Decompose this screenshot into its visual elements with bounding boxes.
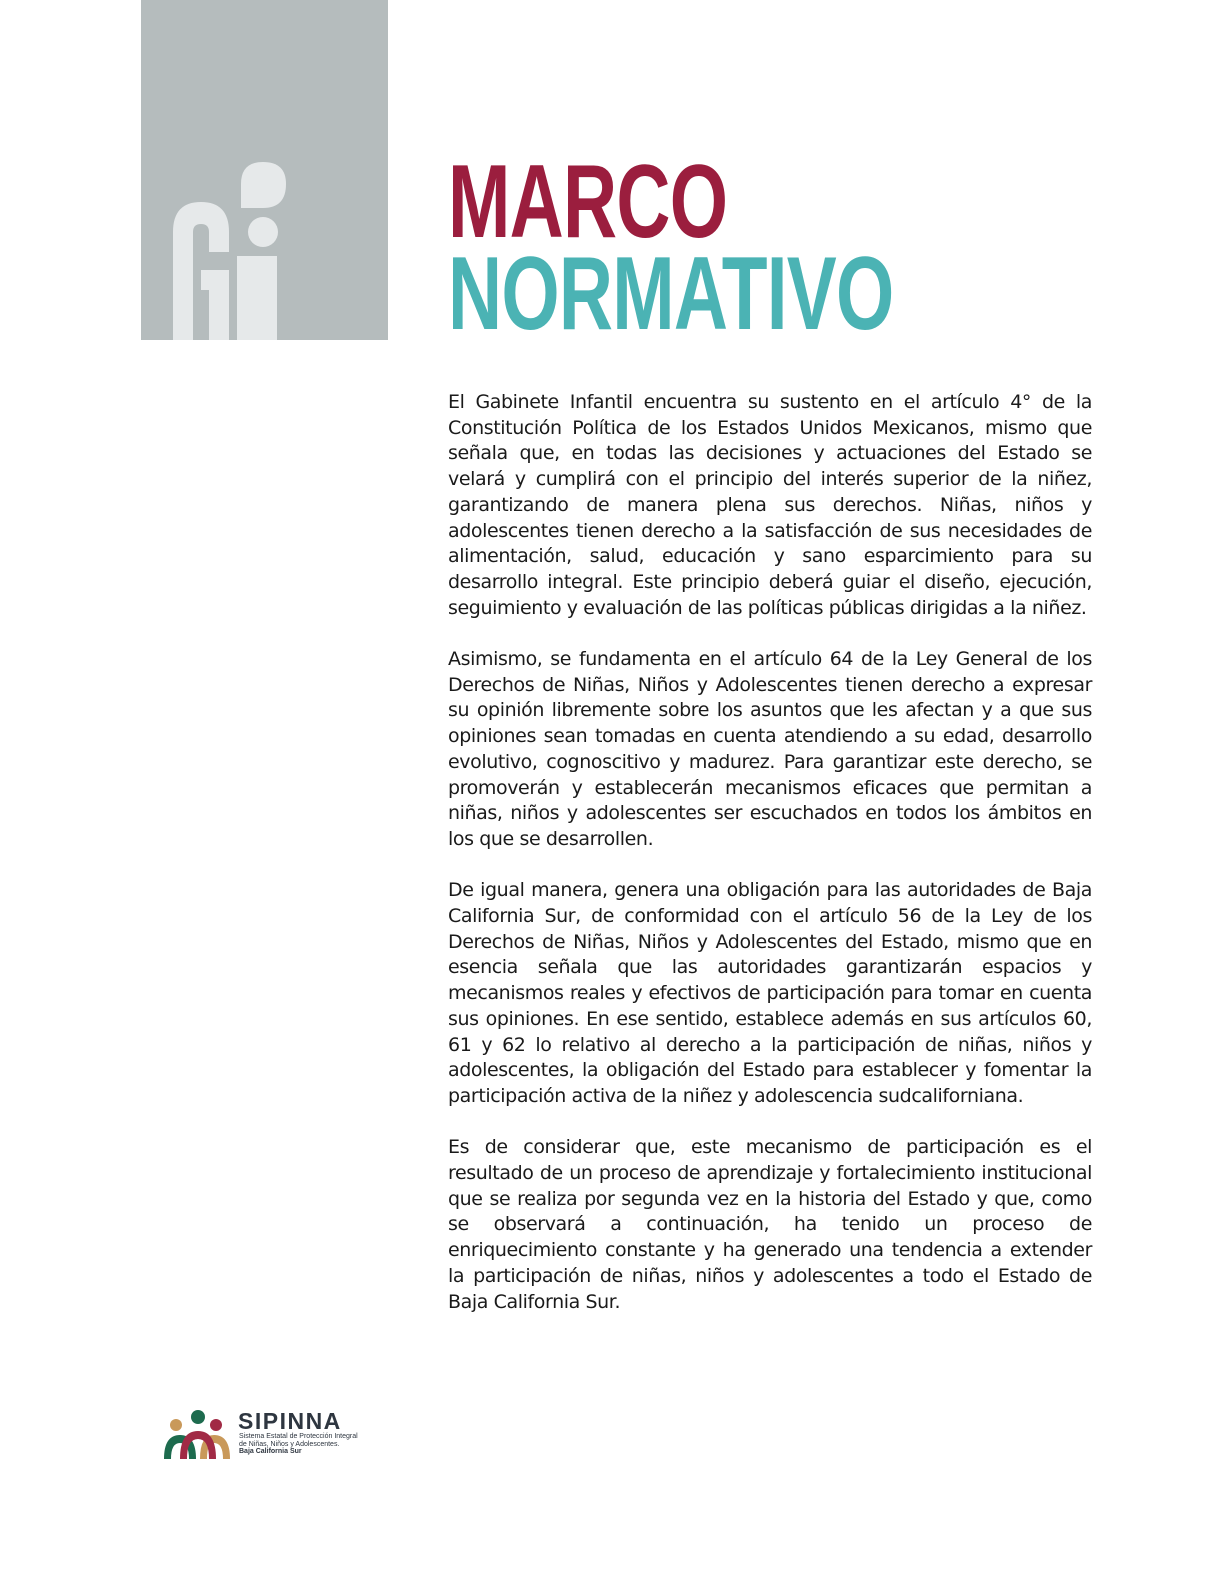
logo-name: SIPINNA [238, 1408, 342, 1434]
page-title [448, 144, 1067, 352]
logo-subtitle-line2: de Niñas, Niños y Adolescentes. [239, 1440, 340, 1448]
logo-subtitle [239, 1433, 358, 1456]
header-gray-block [141, 0, 388, 340]
gi-logo-mark-icon [171, 160, 301, 340]
sipinna-people-icon [162, 1405, 234, 1461]
body-text [448, 390, 1092, 1341]
title-line-marco: MARCO [448, 144, 728, 260]
paragraph-2: Asimismo, se fundamenta en el artículo 64 de la Ley General de los Derechos de Niñas, Niños y Adolescentes tienen derecho a expresar su opinión libremente sobre los asuntos que les afectan y a que sus opiniones sean tomadas en cuenta atendiendo a su edad, desarrollo evolutivo, cognoscitivo y madurez. Para garantizar este derecho, se promoverán y establecerán mecanismos eficaces que permitan a niñas, niños y adolescentes ser escuchados en todos los ámbitos en los que se desarrollen. [448, 648, 1092, 850]
paragraph-3: De igual manera, genera una obligación para las autoridades de Baja California Sur, de conformidad con el artículo 56 de la Ley de los Derechos de Niñas, Niños y Adolescentes del Estado, mismo que en esencia señala que las autoridades garantizarán espacios y mecanismos reales y efectivos de participación para tomar en cuenta sus opiniones. En ese sentido, establece además en sus artículos 60, 61 y 62 lo relativo al derecho a la participación de niñas, niños y adolescentes, la obligación del Estado para establecer y fomentar la participación activa de la niñez y adolescencia sudcaliforniana. [448, 879, 1092, 1107]
paragraph-4: Es de considerar que, este mecanismo de participación es el resultado de un proceso de aprendizaje y fortalecimiento institucional que se realiza por segunda vez en la historia del Estado y que, como se observará a continuación, ha tenido un proceso de enriquecimiento constante y ha generado una tendencia a extender la participación de niñas, niños y adolescentes a todo el Estado de Baja California Sur. [448, 1136, 1092, 1313]
title-line-normativo: NORMATIVO [448, 236, 894, 352]
paragraph-1: El Gabinete Infantil encuentra su sustento en el artículo 4° de la Constitución Política de los Estados Unidos Mexicanos, mismo que señala que, en todas las decisiones y actuaciones del Estado se velará y cumplirá con el principio del interés superior de la niñez, garantizando de manera plena sus derechos. Niñas, niños y adolescentes tienen derecho a la satisfacción de sus necesidades de alimentación, salud, educación y sano esparcimiento para su desarrollo integral. Este principio deberá guiar el diseño, ejecución, seguimiento y evaluación de las políticas públicas dirigidas a la niñez. [448, 391, 1092, 619]
sipinna-logo [162, 1405, 382, 1465]
logo-subtitle-line1: Sistema Estatal de Protección Integral [239, 1433, 358, 1440]
logo-subtitle-line3: Baja California Sur [239, 1448, 302, 1455]
